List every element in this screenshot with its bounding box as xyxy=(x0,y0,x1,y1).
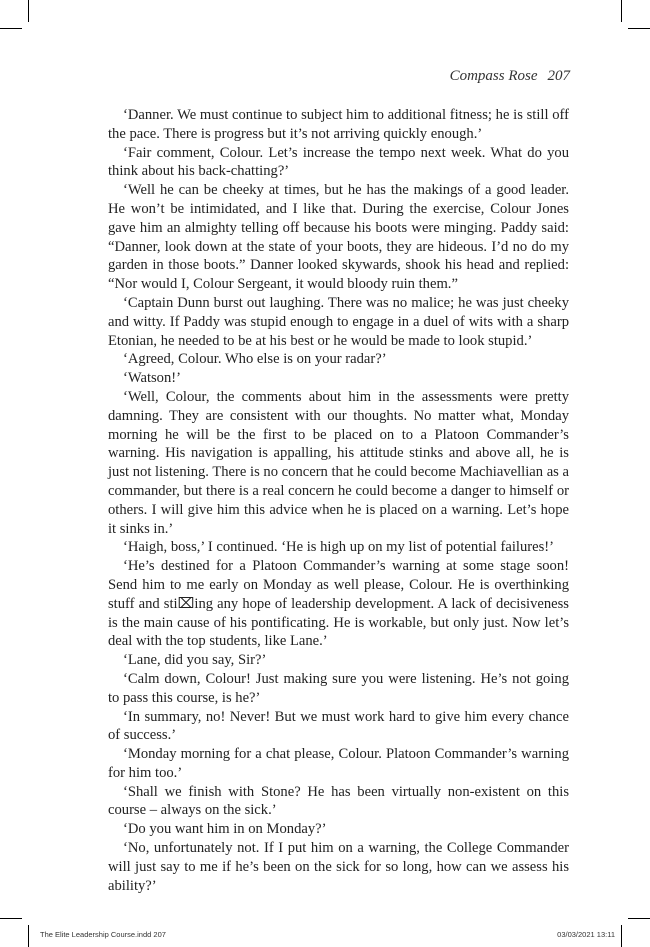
body-text xyxy=(108,106,569,895)
crop-mark xyxy=(628,28,650,29)
paragraph: ‘Danner. We must continue to subject him to additional fitness; he is still off the pace. There is progress but it’s not arriving quickly enough.’ xyxy=(108,107,569,142)
paragraph: ‘Haigh, boss,’ I continued. ‘He is high up on my list of potential failures!’ xyxy=(123,539,554,556)
crop-mark xyxy=(28,925,29,947)
paragraph: ‘Watson!’ xyxy=(123,370,181,387)
file-slug: The Elite Leadership Course.indd 207 xyxy=(40,930,166,939)
crop-mark xyxy=(0,918,22,919)
paragraph: ‘Agreed, Colour. Who else is on your radar?’ xyxy=(123,351,387,368)
paragraph: ‘Shall we finish with Stone? He has been virtually non-existent on this course – always on the sick.’ xyxy=(108,783,569,819)
paragraph: ‘In summary, no! Never! But we must work hard to give him every chance of success.’ xyxy=(108,708,569,744)
paragraph: ‘Calm down, Colour! Just making sure you were listening. He’s not going to pass this course, is he?’ xyxy=(108,670,569,706)
crop-mark xyxy=(28,0,29,22)
paragraph: ‘Well he can be cheeky at times, but he has the makings of a good leader. He won’t be intimidated, and I like that. During the exercise, Colour Jones gave him an almighty telling off because his boots were minging. Paddy said: “Danner, look down at the state of your boots, they are hideous. I’d no do my garden in those boots.” Danner looked skywards, shook his head and replied: “Nor would I, Colour Sergeant, it would bloody ruin them.” xyxy=(108,182,569,293)
crop-mark xyxy=(0,28,22,29)
running-head xyxy=(450,68,570,85)
paragraph: ‘Captain Dunn burst out laughing. There was no malice; he was just cheeky and witty. If Paddy was stupid enough to engage in a duel of wits with a sharp Etonian, he needed to be at his best or he would be made to look stupid.’ xyxy=(108,294,569,349)
page-number: 207 xyxy=(547,68,570,84)
paragraph: ‘He’s destined for a Platoon Commander’s warning at some stage soon! Send him to me early on Monday as well please, Colour. He is overthinking stuff and sti⌧ing any hope of leadership development. A lack of decisiveness is the main cause of his pontificating. He is workable, but only just. Now let’s deal with the top students, like Lane.’ xyxy=(108,558,569,650)
crop-mark xyxy=(621,0,622,22)
chapter-title: Compass Rose xyxy=(449,68,538,84)
paragraph: ‘Monday morning for a chat please, Colour. Platoon Commander’s warning for him too.’ xyxy=(108,746,569,781)
crop-mark xyxy=(621,925,622,947)
paragraph: ‘Lane, did you say, Sir?’ xyxy=(123,652,267,669)
paragraph: ‘Do you want him in on Monday?’ xyxy=(123,821,327,838)
print-timestamp: 03/03/2021 13:11 xyxy=(557,930,615,939)
crop-mark xyxy=(628,918,650,919)
paragraph: ‘Fair comment, Colour. Let’s increase the tempo next week. What do you think about his back-chatting?’ xyxy=(108,144,569,180)
paragraph: ‘Well, Colour, the comments about him in the assessments were pretty damning. They are consistent with our thoughts. No matter what, Monday morning he will be the first to be placed on to a Platoon Commander’s warning. His navigation is appalling, his attitude stinks and above all, he is just not listening. There is no concern that he could become Machiavellian as a commander, but there is a real concern he could become a danger to himself or others. I will give him this advice when he is placed on a warning. Let’s hope it sinks in.’ xyxy=(108,388,569,537)
paragraph: ‘No, unfortunately not. If I put him on a warning, the College Commander will just say to me if he’s been on the sick for so long, how can we assess his ability?’ xyxy=(108,840,569,894)
